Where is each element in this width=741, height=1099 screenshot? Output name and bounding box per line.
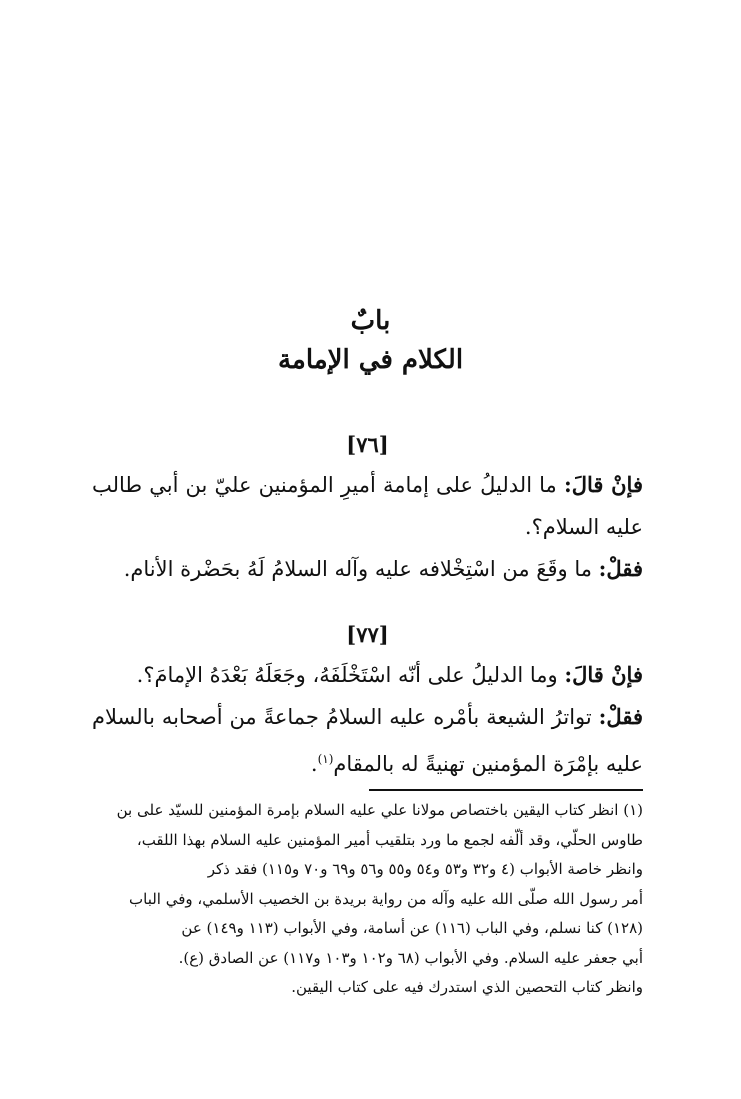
paragraph-text: ما وقَعَ من اسْتِخْلافه عليه وآله السلامُ لَهُ بحَضْرة الأنام. xyxy=(123,557,592,581)
footnote-line: أبي جعفر عليه السلام. وفي الأبواب (٦٨ و١٠٢ و١٠٣ و١١٧) عن الصادق (ع). xyxy=(178,948,643,967)
paragraph-text: وما الدليلُ على أنّه اسْتَخْلَفَهُ، وجَعَلَهُ بَعْدَهُ الإمامَ؟. xyxy=(136,663,558,687)
paragraph-end: . xyxy=(310,752,318,776)
footnote-line: (١) انظر كتاب اليقين باختصاص مولانا علي عليه السلام بإمرة المؤمنين للسيّد على بن xyxy=(116,801,643,819)
chapter-heading xyxy=(0,302,741,380)
answer-paragraph xyxy=(92,548,643,590)
footnote-line: طاوس الحلّي، وقد ألّفه لجمع ما ورد بتلقيب أمير المؤمنين عليه السلام بهذا اللقب، xyxy=(136,830,643,849)
question-paragraph xyxy=(92,464,643,548)
footnote-reference[interactable]: (١) xyxy=(317,752,334,766)
footnote xyxy=(90,796,643,1003)
speaker-label: فقلْ: xyxy=(598,556,643,581)
paragraph-text: تواترُ الشيعة بأمْره عليه السلامُ جماعةً من أصحابه بالسلام عليه بإمْرَة المؤمنين تهنيةً له بالمقام xyxy=(92,705,643,776)
footnote-line: وانظر كتاب التحصين الذي استدرك فيه على كتاب اليقين. xyxy=(291,978,643,996)
speaker-label: فإنْ قالَ: xyxy=(563,472,643,497)
speaker-label: فإنْ قالَ: xyxy=(564,662,643,687)
question-paragraph xyxy=(92,654,643,696)
section-number: [٧٦] xyxy=(346,432,389,457)
section-number: [٧٧] xyxy=(346,622,389,647)
chapter-label: بابٌ xyxy=(350,306,391,336)
footnote-divider xyxy=(369,789,643,791)
footnote-line: (١٢٨) كنا نسلم، وفي الباب (١١٦) عن أسامة، وفي الأبواب (١١٣ و١٤٩) عن xyxy=(181,919,643,937)
paragraph-text: ما الدليلُ على إمامة أميرِ المؤمنين عليّ بن أبي طالب عليه السلام؟. xyxy=(92,473,643,539)
footnote-line: أمر رسول الله صلّى الله عليه وآله من رواية بريدة بن الخصيب الأسلمي، وفي الباب xyxy=(129,889,643,908)
chapter-title: الكلام في الإمامة xyxy=(277,345,464,375)
section-76 xyxy=(92,430,643,590)
footnote-line: وانظر خاصة الأبواب (٤ و٣٢ و٥٣ و٥٤ و٥٥ و٥٦ و٦٩ و٧٠ و١١٥) فقد ذكر xyxy=(207,860,643,878)
section-77 xyxy=(92,620,643,785)
answer-paragraph xyxy=(92,696,643,785)
speaker-label: فقلْ: xyxy=(598,704,643,729)
